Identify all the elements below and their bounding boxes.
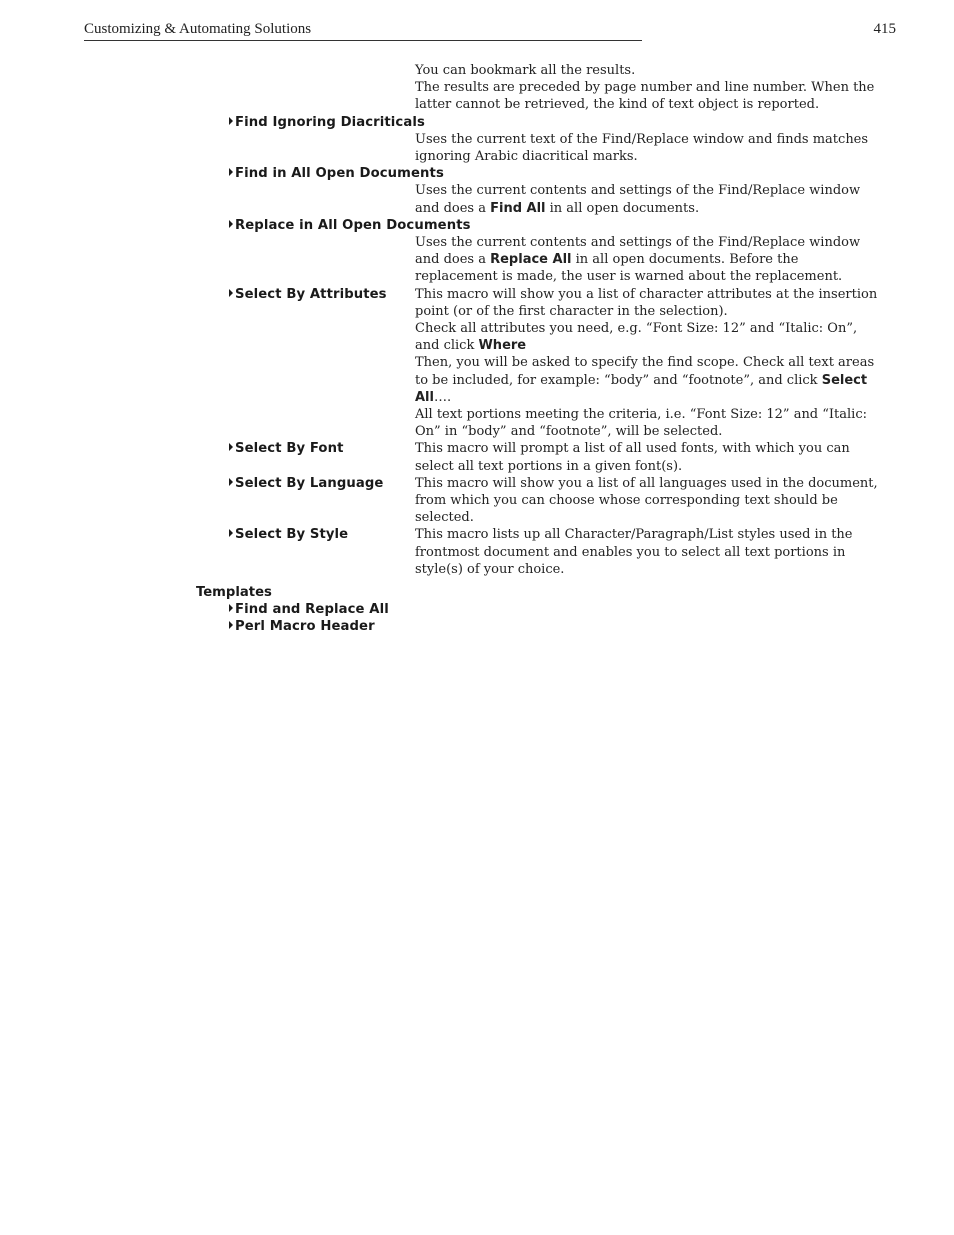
templates-heading: Templates (196, 585, 272, 601)
macro-term-label: Select By Font (235, 441, 344, 457)
description-text: Uses the current contents and settings of the Find/Replace window and does a (415, 183, 861, 216)
macro-description (415, 182, 885, 216)
macro-term (229, 475, 383, 492)
macro-description (415, 286, 885, 441)
macro-entry-select-by-font (0, 440, 954, 474)
macro-entry-find-ignoring-diacriticals (0, 114, 954, 166)
ui-command-name: Replace All (490, 252, 572, 268)
template-label: Find and Replace All (235, 602, 389, 618)
macro-term (229, 114, 425, 131)
macro-description-text: This macro will show you a list of all languages used in the document, from which you can choose whose corresponding text should be selected. (415, 475, 878, 526)
triangle-bullet-icon (229, 117, 233, 125)
macro-term (229, 165, 444, 182)
template-label: Perl Macro Header (235, 619, 375, 635)
macro-term (229, 526, 348, 543)
macro-term (229, 286, 387, 303)
intro-paragraph: The results are preceded by page number and line number. When the latter cannot be retrieved, the kind of text object is reported. (415, 80, 875, 113)
description-text: in all open documents. (545, 200, 700, 216)
triangle-bullet-icon (229, 478, 233, 486)
macro-description-text: This macro will prompt a list of all used fonts, with which you can select all text portions in a given font(s). (415, 441, 850, 474)
macro-description-text (415, 234, 885, 286)
intro-description (415, 62, 885, 114)
description-text: Then, you will be asked to specify the find scope. Check all text areas to be included, for example: “body” and “footnote”, and click (415, 355, 875, 388)
ui-command-name: Where (478, 338, 527, 354)
triangle-bullet-icon (229, 168, 233, 176)
macro-term-label: Replace in All Open Documents (235, 217, 471, 233)
macro-entry-replace-in-all-open-documents (0, 217, 954, 286)
running-header-title: Customizing & Automating Solutions (84, 21, 312, 37)
description-text: Uses the current contents and settings of the Find/Replace window and does a (415, 234, 861, 268)
macro-description (415, 526, 885, 578)
macro-entry-select-by-style (0, 526, 954, 578)
triangle-bullet-icon (229, 220, 233, 228)
macro-term-label: Select By Attributes (235, 286, 387, 302)
macro-entry-select-by-language (0, 475, 954, 527)
template-term (229, 601, 389, 618)
triangle-bullet-icon (229, 289, 233, 297)
macro-description-text: All text portions meeting the criteria, i.e. “Font Size: 12” and “Italic: On” in “body” and “footnote”, will be selected. (415, 407, 867, 440)
header-rule (84, 40, 642, 41)
macro-entry-select-by-attributes (0, 286, 954, 441)
triangle-bullet-icon (229, 529, 233, 537)
macro-term-label: Select By Language (235, 475, 384, 491)
macro-term (229, 440, 343, 457)
page-number: 415 (873, 21, 896, 37)
macro-description (415, 131, 885, 165)
triangle-bullet-icon (229, 621, 233, 629)
macro-description (415, 475, 885, 527)
macro-term-label: Find in All Open Documents (235, 166, 444, 182)
macro-description (415, 234, 885, 286)
triangle-bullet-icon (229, 443, 233, 451)
template-item (0, 601, 954, 618)
intro-block (0, 62, 954, 114)
macro-description-text: Uses the current text of the Find/Replace window and finds matches ignoring Arabic diacritical marks. (415, 131, 869, 164)
macro-term (229, 217, 471, 234)
macro-description (415, 440, 885, 474)
macro-entry-find-in-all-open-documents (0, 165, 954, 217)
intro-paragraph: You can bookmark all the results. (415, 63, 636, 78)
triangle-bullet-icon (229, 604, 233, 612)
ui-command-name: Select All (415, 372, 868, 405)
page-header (84, 20, 896, 42)
template-term (229, 618, 375, 635)
macro-description-text: This macro will show you a list of character attributes at the insertion point (or of the first character in the selection). (415, 286, 878, 319)
ui-command-name: Find All (490, 200, 546, 216)
macro-description-text: This macro lists up all Character/Paragraph/List styles used in the frontmost document and enables you to select all text portions in style(s) of your choice. (415, 527, 853, 577)
page-body (0, 62, 954, 636)
macro-description-text (415, 354, 885, 406)
macro-term-label: Find Ignoring Diacriticals (235, 114, 425, 130)
macro-term-label: Select By Style (235, 527, 349, 543)
macro-description-text (415, 320, 885, 354)
description-text: Check all attributes you need, e.g. “Font Size: 12” and “Italic: On”, and click (415, 321, 858, 354)
template-item (0, 618, 954, 635)
description-text: …. (433, 389, 452, 405)
macro-description-text (415, 182, 885, 216)
description-text: in all open documents. Before the replacement is made, the user is warned about the replacement. (415, 252, 843, 285)
